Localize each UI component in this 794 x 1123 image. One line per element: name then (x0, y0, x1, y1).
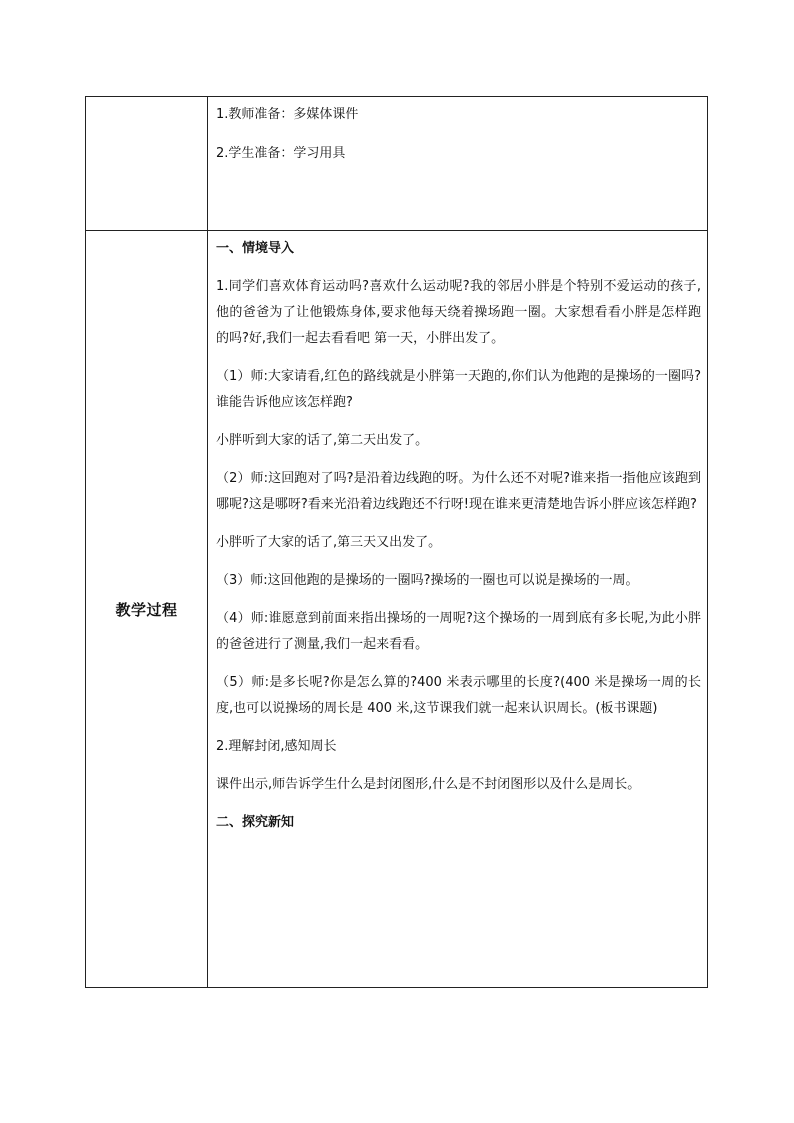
teaching-process-content-cell (208, 231, 708, 988)
section-heading-introduction: 一、情境导入 (216, 241, 295, 256)
paragraph-step-3: （3）师:这回他跑的是操场的一圈吗?操场的一圈也可以说是操场的一周。 (216, 573, 639, 588)
section-heading-explore: 二、探究新知 (216, 815, 295, 830)
preparation-label-cell (86, 97, 208, 231)
paragraph-day-2: 小胖听到大家的话了,第二天出发了。 (216, 433, 429, 448)
teaching-process-label-cell (86, 231, 208, 988)
teacher-preparation: 1.教师准备：多媒体课件 (216, 107, 359, 122)
paragraph-courseware: 课件出示,师告诉学生什么是封闭图形,什么是不封闭图形以及什么是周长。 (216, 777, 641, 792)
paragraph-step-2: （2）师:这回跑对了吗?是沿着边线跑的呀。为什么还不对呢?谁来指一指他应该跑到哪呢?这是哪呀?看来光沿着边线跑还不行呀!现在谁来更清楚地告诉小胖应该怎样跑? (216, 471, 701, 512)
paragraph-understand-closed: 2.理解封闭,感知周长 (216, 739, 337, 754)
teaching-process-row (86, 231, 708, 988)
preparation-content-cell (208, 97, 708, 231)
paragraph-intro: 1.同学们喜欢体育运动吗?喜欢什么运动呢?我的邻居小胖是个特别不爱运动的孩子,他的爸爸为了让他锻炼身体,要求他每天绕着操场跑一圈。大家想看看小胖是怎样跑的吗?好,我们一起去看看吧 第一天，小胖出发了。 (216, 279, 701, 346)
paragraph-step-5: （5）师:是多长呢?你是怎么算的?400 米表示哪里的长度?(400 米是操场一周的长度,也可以说操场的周长是 400 米,这节课我们就一起来认识周长。(板书课题) (216, 675, 701, 716)
paragraph-step-1: （1）师:大家请看,红色的路线就是小胖第一天跑的,你们认为他跑的是操场的一圈吗?谁能告诉他应该怎样跑? (216, 369, 701, 410)
paragraph-day-3: 小胖听了大家的话了,第三天又出发了。 (216, 535, 442, 550)
teaching-process-label: 教学过程 (115, 600, 178, 619)
student-preparation: 2.学生准备：学习用具 (216, 146, 346, 161)
paragraph-step-4: （4）师:谁愿意到前面来指出操场的一周呢?这个操场的一周到底有多长呢,为此小胖的爸爸进行了测量,我们一起来看看。 (216, 611, 701, 652)
lesson-plan-table (85, 96, 708, 988)
preparation-row (86, 97, 708, 231)
